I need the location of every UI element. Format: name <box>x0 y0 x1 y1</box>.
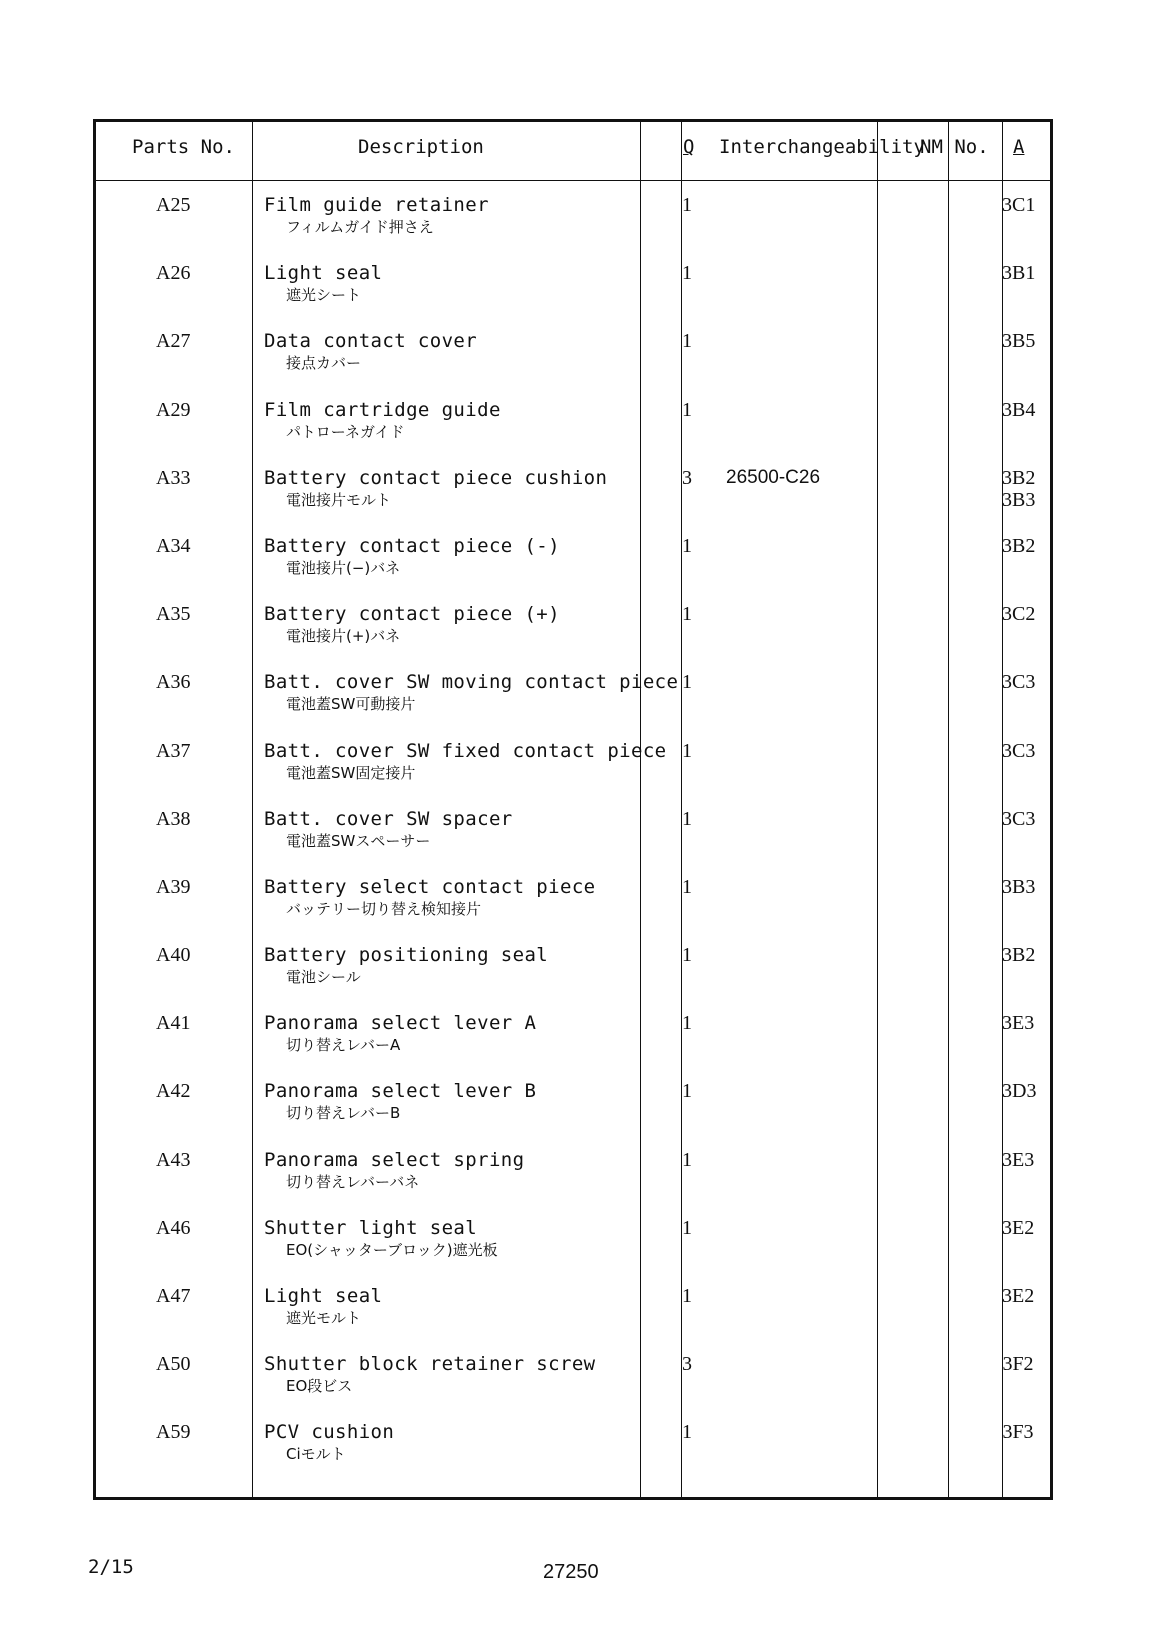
location-ref: 3F2 <box>1002 1353 1034 1376</box>
table-row <box>96 740 1050 808</box>
description-jp: 電池蓋SW可動接片 <box>286 695 416 714</box>
description <box>264 671 678 715</box>
document-code: 27250 <box>543 1561 599 1583</box>
quantity: 3 <box>682 466 692 489</box>
quantity: 3 <box>682 1353 692 1376</box>
description-en: Batt. cover SW moving contact piece <box>264 671 679 694</box>
table-row <box>96 1149 1050 1217</box>
description-jp: 切り替えレバーB <box>286 1104 401 1123</box>
part-number: A59 <box>156 1421 191 1444</box>
table-row <box>96 1012 1050 1080</box>
description-jp: 接点カバー <box>286 354 362 373</box>
description <box>264 876 596 920</box>
description <box>264 1217 498 1261</box>
table-row <box>96 944 1050 1012</box>
description-jp: EO段ビス <box>286 1377 353 1396</box>
description <box>264 1285 382 1329</box>
part-number: A35 <box>156 603 191 626</box>
description-jp: フィルムガイド押さえ <box>286 218 434 236</box>
table-row <box>96 262 1050 330</box>
quantity: 1 <box>682 1080 692 1103</box>
part-number: A36 <box>156 671 191 694</box>
header-quantity: Q <box>683 136 695 158</box>
part-number: A29 <box>156 398 191 421</box>
parts-table <box>93 119 1053 1500</box>
description-jp: 切り替えレバーバネ <box>286 1172 420 1191</box>
part-number: A34 <box>156 534 191 557</box>
quantity: 1 <box>682 1285 692 1307</box>
description-jp: パトローネガイド <box>286 422 405 441</box>
description <box>264 399 501 443</box>
quantity: 1 <box>682 807 692 830</box>
part-number: A40 <box>156 944 191 967</box>
description <box>264 740 667 784</box>
part-number: A39 <box>156 875 191 898</box>
location-ref: 3E2 <box>1002 1285 1035 1307</box>
location-ref: 3B4 <box>1002 398 1036 421</box>
table-row <box>96 876 1050 944</box>
table-row <box>96 194 1050 262</box>
location-ref: 3B2 <box>1002 534 1036 557</box>
part-number: A47 <box>156 1285 191 1307</box>
table-row <box>96 1217 1050 1285</box>
description-en: Light seal <box>264 262 383 285</box>
quantity: 1 <box>682 262 692 285</box>
part-number: A37 <box>156 739 191 762</box>
description-jp: 電池シール <box>286 968 361 987</box>
description-jp: バッテリー切り替え検知接片 <box>286 899 482 918</box>
description-en: Battery contact piece cushion <box>264 466 608 489</box>
quantity: 1 <box>682 398 692 421</box>
description-jp: 電池蓋SW固定接片 <box>286 763 416 782</box>
description <box>264 467 607 511</box>
location-ref: 3B5 <box>1002 330 1036 353</box>
part-number: A41 <box>156 1012 191 1035</box>
description-en: Film cartridge guide <box>264 398 501 421</box>
table-row <box>96 1353 1050 1421</box>
description-jp: Ciモルト <box>286 1445 346 1464</box>
location-ref: 3D3 <box>1002 1080 1037 1103</box>
quantity: 1 <box>682 875 692 898</box>
description-en: Battery select contact piece <box>264 875 596 898</box>
description-en: Shutter block retainer screw <box>264 1353 596 1376</box>
header-divider <box>96 180 1050 181</box>
quantity: 1 <box>682 330 692 353</box>
table-row <box>96 671 1050 739</box>
description-en: Film guide retainer <box>264 194 489 216</box>
location-ref: 3B3 <box>1002 875 1036 898</box>
description-en: Battery contact piece (-) <box>264 534 560 557</box>
table-row <box>96 603 1050 671</box>
description-en: Data contact cover <box>264 330 478 353</box>
description-en: Panorama select lever B <box>264 1080 537 1103</box>
description-en: Shutter light seal <box>264 1216 478 1239</box>
part-number: A43 <box>156 1148 191 1171</box>
description <box>264 1080 536 1124</box>
part-number: A25 <box>156 194 191 216</box>
table-row <box>96 330 1050 398</box>
location-ref: 3B1 <box>1002 262 1036 285</box>
location-ref: 3B2 <box>1002 944 1036 967</box>
location-ref: 3F3 <box>1002 1421 1034 1444</box>
location-ref: 3E3 <box>1002 1148 1035 1171</box>
description <box>264 330 477 374</box>
table-row <box>96 1080 1050 1148</box>
part-number: A38 <box>156 807 191 830</box>
description-jp: 電池接片(−)バネ <box>286 558 401 577</box>
description-en: Panorama select spring <box>264 1148 525 1171</box>
header-nm-no: NM No. <box>920 136 989 158</box>
parts-rows <box>96 194 1050 1490</box>
location-ref: 3C1 <box>1002 194 1036 216</box>
description-jp: EO(シャッターブロック)遮光板 <box>286 1240 498 1259</box>
description-en: PCV cushion <box>264 1421 395 1444</box>
part-number: A26 <box>156 262 191 285</box>
part-number: A46 <box>156 1216 191 1239</box>
description-jp: 電池接片(+)バネ <box>286 627 401 646</box>
quantity: 1 <box>682 1216 692 1239</box>
description-en: Batt. cover SW spacer <box>264 807 513 830</box>
quantity: 1 <box>682 1148 692 1171</box>
description <box>264 1012 536 1056</box>
description-jp: 遮光モルト <box>286 1309 362 1327</box>
quantity: 1 <box>682 1012 692 1035</box>
table-row <box>96 808 1050 876</box>
location-ref: 3C3 <box>1002 807 1036 830</box>
header-a: A <box>1013 136 1025 158</box>
table-row <box>96 467 1050 535</box>
description-jp: 電池蓋SWスペーサー <box>286 831 431 850</box>
quantity: 1 <box>682 603 692 626</box>
table-row <box>96 535 1050 603</box>
location-ref: 3E2 <box>1002 1216 1035 1239</box>
page-number: 2/15 <box>88 1556 134 1578</box>
description <box>264 808 513 852</box>
description <box>264 1421 394 1465</box>
part-number: A50 <box>156 1353 191 1376</box>
quantity: 1 <box>682 534 692 557</box>
description <box>264 535 560 579</box>
quantity: 1 <box>682 1421 692 1444</box>
part-number: A33 <box>156 466 191 489</box>
description-en: Battery positioning seal <box>264 944 549 967</box>
description-jp: 切り替えレバーA <box>286 1036 401 1055</box>
description-jp: 遮光シート <box>286 286 362 305</box>
description <box>264 194 489 238</box>
location-ref: 3C3 <box>1002 739 1036 762</box>
header-parts-no: Parts No. <box>132 136 235 158</box>
table-row <box>96 1421 1050 1489</box>
quantity: 1 <box>682 944 692 967</box>
description <box>264 262 382 306</box>
table-row <box>96 1285 1050 1353</box>
location-ref: 3B2 3B3 <box>1002 466 1036 511</box>
description <box>264 944 548 988</box>
description-en: Light seal <box>264 1285 383 1307</box>
quantity: 1 <box>682 739 692 762</box>
description <box>264 1353 596 1397</box>
location-ref: 3C3 <box>1002 671 1036 694</box>
location-ref: 3C2 <box>1002 603 1036 626</box>
description-en: Batt. cover SW fixed contact piece <box>264 739 667 762</box>
description-en: Battery contact piece (+) <box>264 603 560 626</box>
header-description: Description <box>358 136 484 158</box>
header-interchangeability: Interchangeability <box>719 136 925 158</box>
part-number: A27 <box>156 330 191 353</box>
description <box>264 1149 524 1193</box>
quantity: 1 <box>682 194 692 216</box>
quantity: 1 <box>682 671 692 694</box>
table-row <box>96 399 1050 467</box>
description-en: Panorama select lever A <box>264 1012 537 1035</box>
description <box>264 603 560 647</box>
part-number: A42 <box>156 1080 191 1103</box>
interchangeability: 26500-C26 <box>726 466 821 488</box>
description-jp: 電池接片モルト <box>286 490 392 509</box>
location-ref: 3E3 <box>1002 1012 1035 1035</box>
